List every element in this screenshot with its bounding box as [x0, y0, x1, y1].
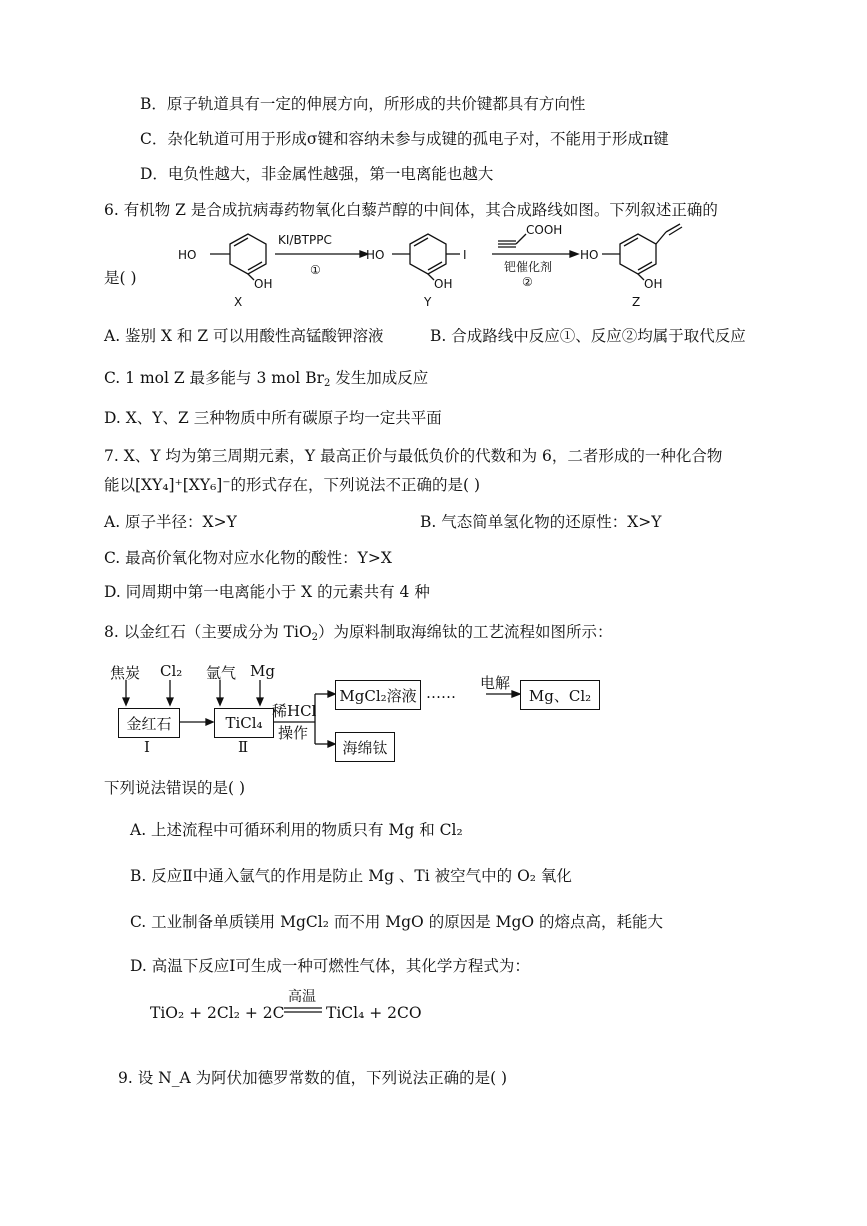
q6-synthesis-scheme [170, 222, 730, 312]
y-ho-label: HO [366, 248, 385, 262]
flow-step-1: Ⅰ [144, 738, 150, 756]
q8-option-c: C. 工业制备单质镁用 MgCl₂ 而不用 MgO 的原因是 MgO 的熔点高，耗能大 [130, 913, 664, 931]
compound-y-label: Y [424, 295, 432, 309]
q7-option-b: B. 气态简单氢化物的还原性：X>Y [420, 513, 662, 531]
step2-number: ② [522, 275, 533, 289]
compound-x-label: X [234, 295, 243, 309]
q8-option-d: D. 高温下反应Ⅰ可生成一种可燃性气体，其化学方程式为： [130, 957, 530, 975]
flow-box-ticl4: TiCl₄ [214, 708, 274, 738]
flow-box-rutile: 金红石 [118, 708, 180, 738]
step1-reagent: KI/BTPPC [278, 233, 332, 247]
flow-dilute-hcl: 稀HCl [272, 702, 317, 720]
q8-option-b: B. 反应Ⅱ中通入氩气的作用是防止 Mg 、Ti 被空气中的 O₂ 氧化 [130, 867, 572, 885]
q6-option-b: B. 合成路线中反应①、反应②均属于取代反应 [430, 327, 746, 345]
flow-box-mgcl2: MgCl₂溶液 [335, 680, 421, 710]
q6-stem: 6. 有机物 Z 是合成抗病毒药物氧化白藜芦醇的中间体，其合成路线如图。下列叙述正确的 [104, 201, 718, 219]
cooh-label: COOH [526, 223, 563, 237]
eq-condition: 高温 [288, 989, 316, 1005]
flow-box-sponge-ti: 海绵钛 [335, 732, 395, 762]
flow-dots: …… [426, 684, 456, 702]
z-ho-label: HO [580, 248, 599, 262]
q8-ask: 下列说法错误的是( ) [104, 779, 246, 797]
z-oh-label: OH [644, 277, 663, 291]
flow-input-argon: 氩气 [206, 664, 237, 682]
q6-stem-tail: 是( ) [104, 269, 137, 287]
eq-arrow [284, 1006, 324, 1014]
q5-option-c: C．杂化轨道可用于形成σ键和容纳未参与成键的孤电子对，不能用于形成π键 [140, 130, 669, 148]
x-oh-label: OH [254, 277, 273, 291]
q7-stem: 7. X、Y 均为第三周期元素，Y 最高正价与最低负价的代数和为 6，二者形成的一种化合物 [104, 447, 723, 465]
compound-z-label: Z [632, 295, 641, 309]
q8-stem: 8. 以金红石（主要成分为 TiO$_2$）为原料制取海绵钛的工艺流程如图所示： [104, 623, 613, 643]
q6-option-a: A. 鉴别 X 和 Z 可以用酸性高锰酸钾溶液 [104, 327, 384, 345]
q6-option-d: D. X、Y、Z 三种物质中所有碳原子均一定共平面 [104, 409, 442, 427]
step1-number: ① [310, 263, 321, 277]
q8-option-a: A. 上述流程中可循环利用的物质只有 Mg 和 Cl₂ [130, 821, 463, 839]
flow-input-coke: 焦炭 [110, 664, 141, 682]
q5-option-d: D．电负性越大，非金属性越强，第一电离能也越大 [140, 165, 494, 183]
q7-option-a: A. 原子半径：X>Y [104, 513, 237, 531]
step2-reagent: 钯催化剂 [504, 260, 553, 274]
eq-left: TiO₂ + 2Cl₂ + 2C [150, 1004, 285, 1022]
q7-stem-line2: 能以[XY₄]⁺[XY₆]⁻的形式存在，下列说法不正确的是( ) [104, 476, 481, 494]
eq-right: TiCl₄ + 2CO [326, 1004, 422, 1022]
iodo-label: I [463, 248, 467, 262]
x-ho-label: HO [178, 248, 197, 262]
flow-step-2: Ⅱ [238, 738, 249, 756]
q7-option-d: D. 同周期中第一电离能小于 X 的元素共有 4 种 [104, 583, 430, 601]
q7-option-c: C. 最高价氧化物对应水化物的酸性：Y>X [104, 549, 392, 567]
q5-option-b: B．原子轨道具有一定的伸展方向，所形成的共价键都具有方向性 [140, 95, 586, 113]
q6-option-c: C. 1 mol Z 最多能与 3 mol $Br_2$ 发生加成反应 [104, 369, 429, 389]
flow-electrolysis: 电解 [480, 674, 511, 692]
y-oh-label: OH [434, 277, 453, 291]
flow-input-chlorine: Cl₂ [160, 662, 183, 680]
flow-input-mg: Mg [250, 662, 275, 680]
q9-stem: 9. 设 N_A 为阿伏加德罗常数的值，下列说法正确的是( ) [118, 1069, 508, 1087]
flow-operation: 操作 [278, 724, 309, 742]
flow-box-products: Mg、Cl₂ [520, 680, 600, 710]
